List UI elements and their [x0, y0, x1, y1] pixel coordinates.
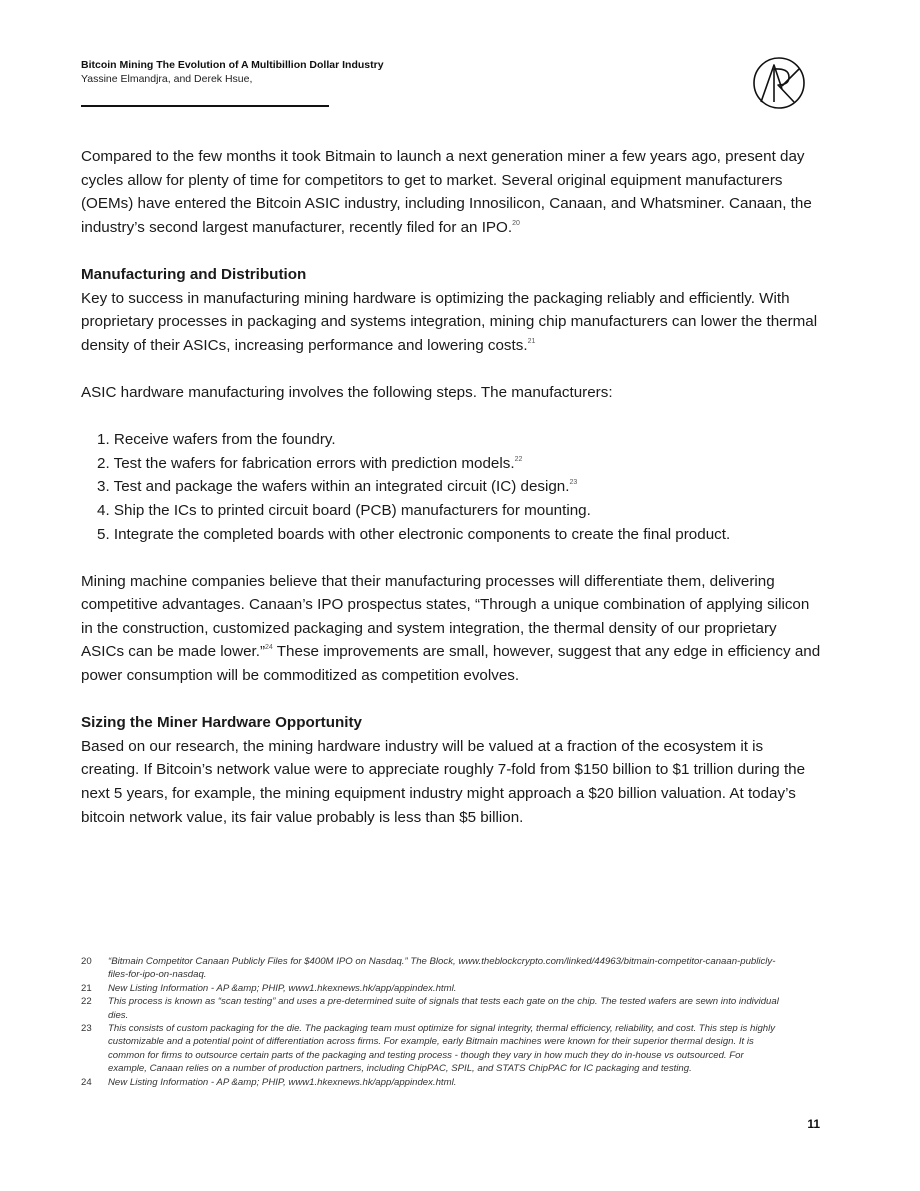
- footnote: [81, 982, 781, 995]
- footnote-number: 20: [81, 956, 92, 967]
- document-title: Bitcoin Mining The Evolution of A Multibillion Dollar Industry: [81, 59, 384, 71]
- body-paragraph: Mining machine companies believe that their manufacturing processes will differentiate them, delivering competitive advantages. Canaan’s IPO prospectus states, “Through a unique combination of applying silicon in the construction, customized packaging and system integration, the thermal density of our proprietary ASICs can be made lower.”$^{24}$ These improvements are small, however, suggest that any edge in efficiency and power consumption will be commoditized as competition evolves.: [81, 572, 821, 685]
- footnote-number: 24: [81, 1076, 92, 1088]
- footnotes: [81, 955, 781, 1089]
- list-item: 1. Receive wafers from the foundry.: [97, 431, 336, 449]
- list-item: 3. Test and package the wafers within an integrated circuit (IC) design.$^{23}$: [97, 478, 578, 496]
- ark-logo-icon: [752, 56, 806, 110]
- main-content: [81, 145, 821, 829]
- page-number: 11: [807, 1117, 820, 1131]
- body-paragraph: Key to success in manufacturing mining hardware is optimizing the packaging reliably and efficiently. With proprietary processes in packaging and systems integration, mining chip manufacturers can lower the thermal density of their ASICs, increasing performance and lowering costs.$^{21}$: [81, 289, 818, 354]
- footnote-ref: 24: [265, 644, 273, 652]
- footnote: [81, 1076, 781, 1089]
- footnote: [81, 995, 781, 1022]
- footnote-ref: 22: [514, 455, 523, 463]
- page-header: [81, 58, 581, 86]
- footnote-text: “Bitmain Competitor Canaan Publicly Files for $400M IPO on Nasdaq.” The Block, www.theblockcrypto.com/linked/44963/bitmain-competitor-canaan-publicly-files-for-ipo-on-nasdaq.: [108, 956, 776, 981]
- body-paragraph: Based on our research, the mining hardware industry will be valued at a fraction of the ecosystem it is creating. If Bitcoin’s network value were to appreciate roughly 7-fold from $150 billion to $1 trillion during the next 5 years, for example, the mining equipment industry might approach a $20 billion valuation. At today’s bitcoin network value, its fair value probably is less than $5 billion.: [81, 737, 806, 826]
- footnote-number: 23: [81, 1023, 92, 1035]
- footnote-text: This process is known as “scan testing” and uses a pre-determined suite of signals that tests each gate on the chip. The tested wafers are sewn into individual dies.: [108, 996, 779, 1021]
- body-paragraph: Compared to the few months it took Bitmain to launch a next generation miner a few years ago, present day cycles allow for plenty of time for competitors to get to market. Several original equipment manufacturers (OEMs) have entered the Bitcoin ASIC industry, including Innosilicon, Canaan, and Whatsminer. Canaan, the industry’s second largest manufacturer, recently filed for an IPO.$^{20}$: [81, 148, 812, 236]
- footnote-text: New Listing Information - AP &amp; PHIP, www1.hkexnews.hk/app/appindex.html.: [108, 982, 457, 994]
- footnote: [81, 1022, 781, 1076]
- footnote-text: This consists of custom packaging for the die. The packaging team must optimize for signal integrity, thermal efficiency, reliability, and cost. This step is highly customizable and a potential point of differentiation across firms. For example, early Bitmain machines were known for their superior thermal design. It is common for firms to outsource certain parts of the packaging and testing process - though they vary in how much they do in-house vs outsourced. For example, Canaan relies on a number of production partners, including ChipPAC, SPIL, and STATS ChipPAC for IC packaging and testing.: [108, 1023, 776, 1075]
- footnote-text: New Listing Information - AP &amp; PHIP, www1.hkexnews.hk/app/appindex.html.: [108, 1076, 457, 1088]
- footnote-ref: 23: [569, 479, 578, 487]
- list-item: 4. Ship the ICs to printed circuit board (PCB) manufacturers for mounting.: [97, 501, 591, 519]
- document-authors: Yassine Elmandjra, and Derek Hsue,: [81, 73, 253, 85]
- header-divider: [81, 105, 329, 107]
- section-heading: Sizing the Miner Hardware Opportunity: [81, 714, 362, 732]
- footnote-ref: 20: [512, 219, 520, 227]
- footnote-ref: 21: [527, 337, 536, 345]
- section-heading: Manufacturing and Distribution: [81, 265, 307, 283]
- list-item: 2. Test the wafers for fabrication errors with prediction models.$^{22}$: [97, 454, 523, 472]
- footnote-number: 22: [81, 996, 92, 1008]
- footnote: [81, 955, 781, 982]
- body-paragraph: ASIC hardware manufacturing involves the following steps. The manufacturers:: [81, 383, 613, 401]
- steps-list: [81, 428, 821, 546]
- footnote-number: 21: [81, 982, 92, 994]
- list-item: 5. Integrate the completed boards with other electronic components to create the final product.: [97, 525, 731, 543]
